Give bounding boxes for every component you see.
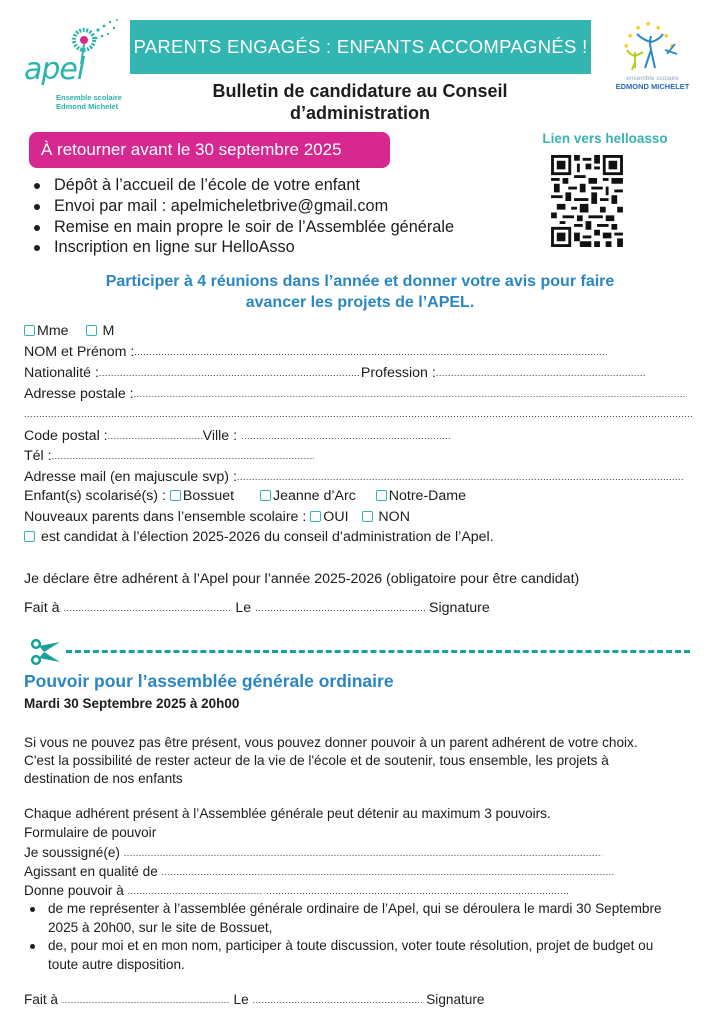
proxy-section-title: Pouvoir pour l’assemblée générale ordinaire (24, 671, 394, 691)
membership-declaration: Je déclare être adhérent à l’Apel pour l’année 2025-2026 (obligatoire pour être candidat) (24, 571, 580, 587)
participation-line-2: avancer les projets de l’APEL. (245, 294, 475, 311)
list-item: de me représenter à l’assemblée générale ordinaire de l’Apel, qui se déroulera le mardi 30 Septembre 2025 à 20h00, sur le site de Bossuet, (24, 900, 684, 937)
return-methods-list (32, 175, 454, 258)
address-input-dots[interactable] (134, 384, 687, 403)
title-line-1: Bulletin de candidature au Conseil (212, 81, 508, 101)
list-item: Dépôt à l’accueil de l’école de votre enfant (32, 175, 454, 196)
school-notre-dame-label: Notre-Dame (388, 488, 467, 504)
qr-code-icon[interactable] (551, 155, 623, 247)
phone-field[interactable] (24, 446, 314, 465)
profession-label: Profession : (360, 365, 436, 381)
slogan-text: PARENTS ENGAGÉS : ENFANTS ACCOMPAGNÉS ! (133, 36, 588, 57)
ems-subtitle-2: EDMOND MICHELET (615, 82, 690, 91)
list-item: Remise en main propre le soir de l’Assemblée générale (32, 217, 454, 238)
signature-label: Signature (425, 600, 490, 616)
proxy-intro-line-2: C'est la possibilité de rester acteur de la vie de l'école et de soutenir, tous ensemble, les projets à (24, 753, 609, 768)
helloasso-link-label[interactable]: Lien vers helloasso (542, 131, 668, 146)
address-line-2-dots[interactable] (24, 404, 694, 423)
svg-text:★: ★ (655, 24, 662, 32)
schools-row (24, 487, 466, 505)
proxy-meeting-date: Mardi 30 Septembre 2025 à 20h00 (24, 696, 240, 711)
svg-text:★: ★ (635, 24, 642, 32)
civility-mme-label: Mme (37, 323, 69, 339)
undersigned-dots[interactable] (124, 843, 602, 862)
proxy-intro-line-1: Si vous ne pouvez pas être présent, vous pouvez donner pouvoir à un parent adhérent de votre choix. (24, 735, 638, 750)
profession-input-dots[interactable] (436, 363, 646, 382)
svg-text:★: ★ (623, 42, 630, 50)
participation-heading (40, 271, 680, 313)
svg-text:★: ★ (663, 32, 670, 40)
checkbox-candidate[interactable] (24, 531, 35, 542)
give-power-dots-1[interactable] (128, 881, 263, 900)
list-item: de, pour moi et en mon nom, participer à toute discussion, voter toute résolution, projet de budget ou toute autre disposition. (24, 937, 684, 974)
fait-a-dots[interactable] (63, 598, 231, 617)
give-power-dots-2[interactable] (266, 881, 569, 900)
school-bossuet-label: Bossuet (182, 488, 235, 504)
proxy-intro-line-3: destination de nos enfants (24, 771, 183, 786)
fait-a-label-2: Fait à (24, 992, 62, 1007)
checkbox-non[interactable] (362, 511, 373, 522)
phone-label: Tél : (24, 448, 52, 464)
email-label: Adresse mail (en majuscule svp) : (24, 469, 237, 485)
apel-logo (22, 14, 122, 111)
undersigned-label: Je soussigné(e) (24, 845, 124, 860)
new-parents-label: Nouveaux parents dans l’ensemble scolaire : (24, 509, 311, 525)
checkbox-jeanne-darc[interactable] (260, 490, 271, 501)
give-power-field[interactable] (24, 881, 569, 900)
title-line-2: d’administration (289, 103, 430, 123)
svg-text:★: ★ (627, 32, 634, 40)
svg-text:★: ★ (645, 20, 652, 28)
list-item: Inscription en ligne sur HelloAsso (32, 237, 454, 258)
undersigned-field[interactable] (24, 843, 602, 862)
capacity-field[interactable] (24, 862, 614, 881)
nationality-profession-row (24, 363, 646, 382)
address-field[interactable] (24, 384, 687, 403)
cut-line (30, 638, 690, 666)
apel-subtitle-1: Ensemble scolaire (56, 93, 122, 102)
signature-row-2 (24, 990, 484, 1009)
name-label: NOM et Prénom : (24, 344, 135, 360)
email-input-dots[interactable] (237, 467, 684, 486)
apel-subtitle-2: Edmond Michelet (56, 102, 119, 111)
postal-label: Code postal : (24, 428, 108, 444)
signature-row-1 (24, 598, 490, 617)
apel-wordmark: apel (24, 52, 85, 87)
city-input-dots[interactable] (241, 426, 451, 445)
checkbox-mme[interactable] (24, 325, 35, 336)
deadline-text: À retourner avant le 30 septembre 2025 (41, 140, 342, 159)
city-label: Ville : (202, 428, 241, 444)
new-parents-row (24, 508, 410, 526)
candidate-row (24, 528, 494, 546)
non-label: NON (378, 509, 410, 525)
proxy-max-rule: Chaque adhérent présent à l’Assemblée générale peut détenir au maximum 3 pouvoirs. (24, 806, 551, 821)
proxy-scope-list (24, 900, 684, 974)
name-field[interactable] (24, 342, 607, 361)
ems-subtitle-1: ensemble scolaire (626, 75, 679, 82)
le-label-2: Le (229, 992, 253, 1007)
postal-input-dots[interactable] (108, 426, 203, 445)
civility-row (24, 322, 114, 340)
nationality-input-dots[interactable] (99, 363, 361, 382)
proxy-intro (24, 734, 638, 788)
svg-text:★: ★ (669, 42, 676, 50)
phone-input-dots[interactable] (52, 446, 314, 465)
checkbox-oui[interactable] (310, 511, 321, 522)
page-title (150, 80, 570, 124)
fait-a-dots-2[interactable] (62, 990, 230, 1009)
address-label: Adresse postale : (24, 386, 134, 402)
capacity-dots[interactable] (162, 862, 614, 881)
le-label: Le (231, 600, 256, 616)
checkbox-m[interactable] (86, 325, 97, 336)
scissors-icon (30, 638, 62, 666)
le-dots-2[interactable] (252, 990, 422, 1009)
give-power-label: Donne pouvoir à (24, 883, 128, 898)
figures-stars-icon (605, 16, 700, 74)
name-input-dots[interactable] (134, 342, 607, 361)
checkbox-bossuet[interactable] (170, 490, 181, 501)
children-label: Enfant(s) scolarisé(s) : (24, 488, 170, 504)
candidate-label: est candidat à l’élection 2025-2026 du conseil d’administration de l’Apel. (37, 529, 494, 545)
email-field[interactable] (24, 467, 684, 486)
capacity-label: Agissant en qualité de (24, 864, 162, 879)
list-item: Envoi par mail : apelmicheletbrive@gmail.com (32, 196, 454, 217)
participation-line-1: Participer à 4 réunions dans l’année et donner votre avis pour faire (105, 273, 615, 290)
deadline-badge (29, 132, 390, 168)
civility-m-label: M (102, 323, 115, 339)
proxy-form-label: Formulaire de pouvoir (24, 825, 157, 840)
checkbox-notre-dame[interactable] (376, 490, 387, 501)
oui-label: OUI (323, 509, 349, 525)
address-line-2[interactable] (24, 404, 694, 423)
signature-label-2: Signature (422, 992, 485, 1007)
nationality-label: Nationalité : (24, 365, 99, 381)
school-jeanne-darc-label: Jeanne d’Arc (273, 488, 356, 504)
postal-city-row (24, 426, 451, 445)
edmond-michelet-logo (605, 16, 700, 101)
slogan-banner (130, 20, 591, 74)
fait-a-label: Fait à (24, 600, 64, 616)
le-dots[interactable] (255, 598, 425, 617)
dashed-divider (66, 650, 690, 653)
